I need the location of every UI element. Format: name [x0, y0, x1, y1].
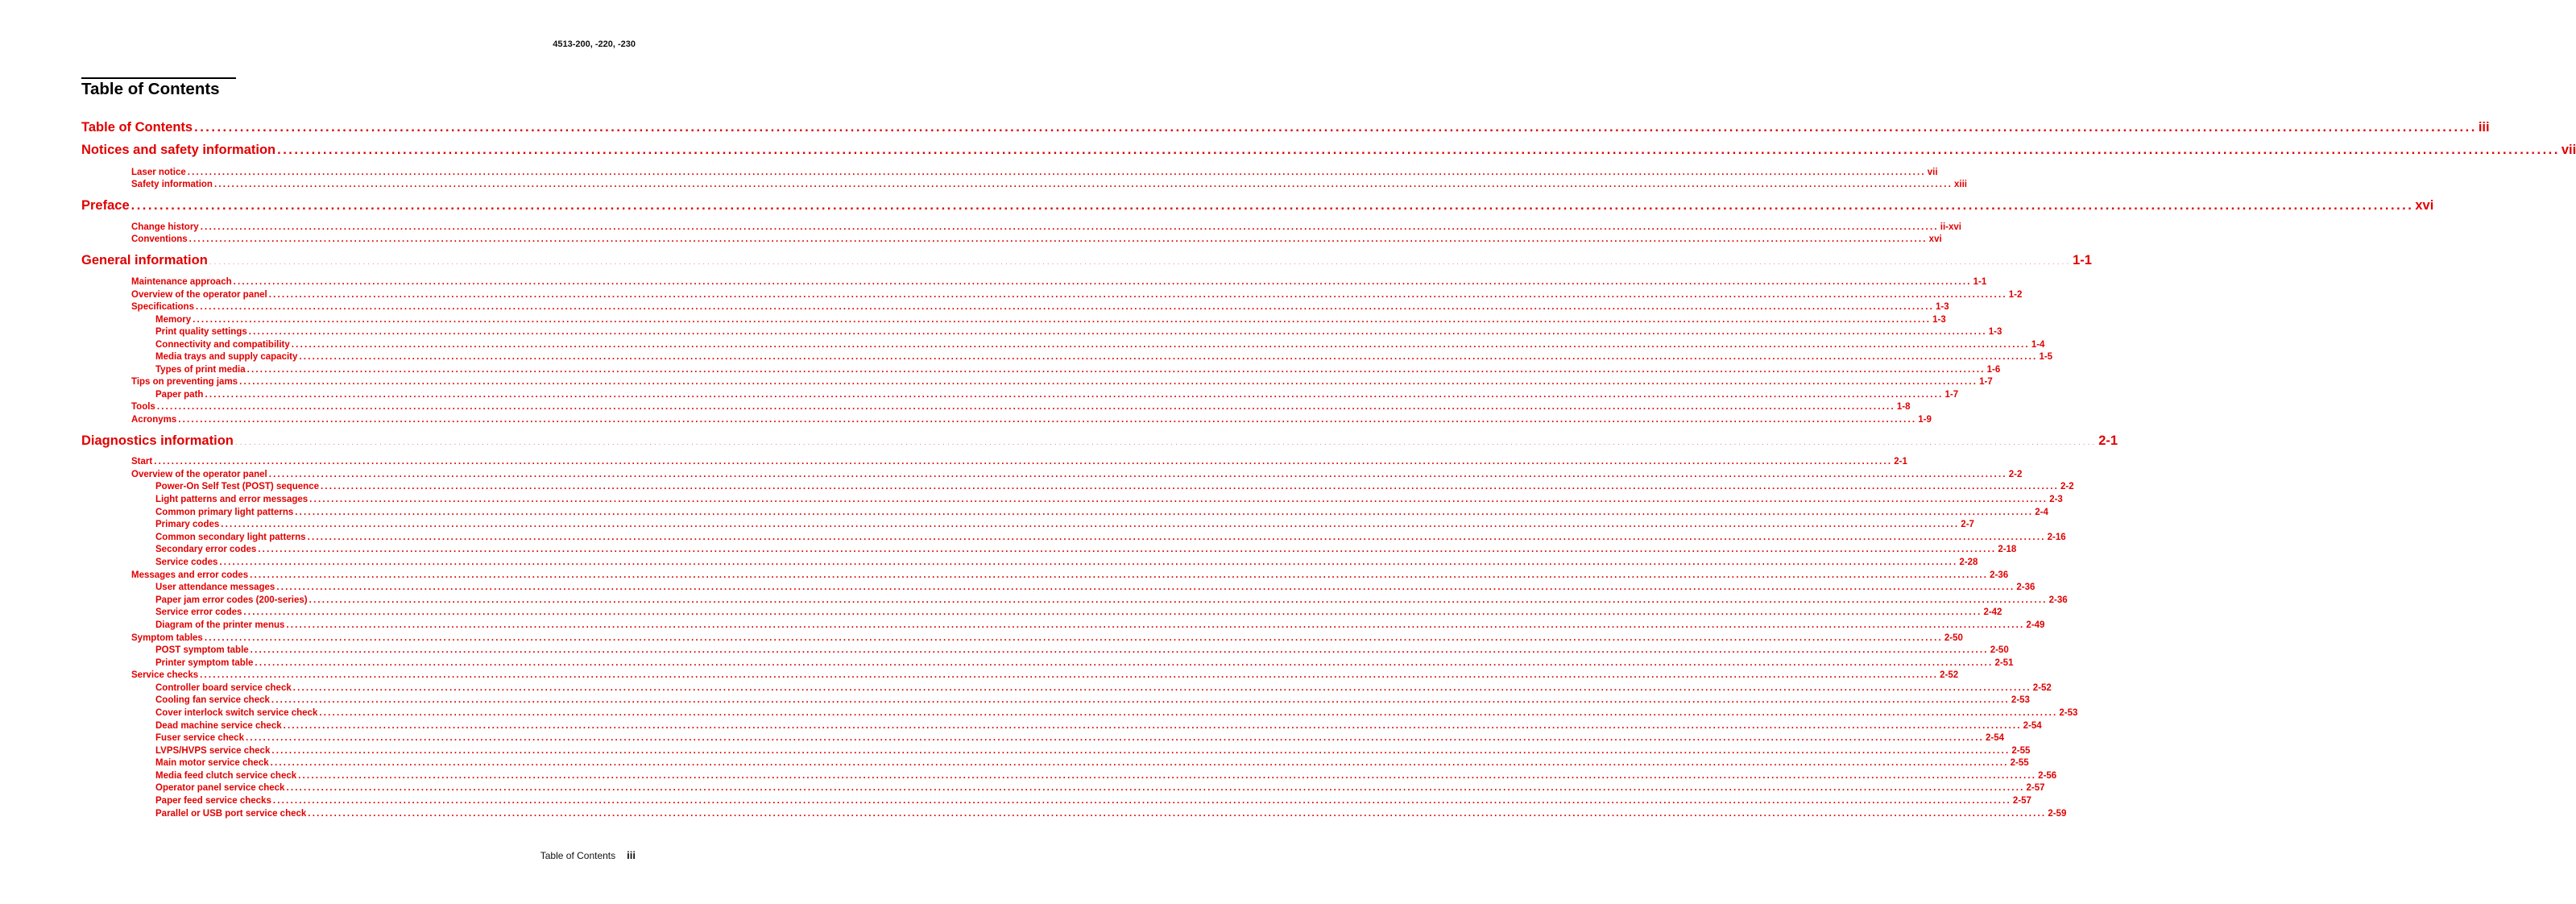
toc-subsection-entry[interactable] — [155, 583, 2036, 595]
toc-entry-page: 1-3 — [1936, 302, 1949, 312]
toc-entry-title: Cover interlock switch service check — [155, 708, 318, 718]
toc-dot-leader: ................................................................................................................................................................................................................................................................................................................................................................................................................ — [246, 365, 1986, 375]
toc-dot-leader: ................................................................................................................................................................................................................................................................................................................................................................................................................ — [234, 438, 2098, 447]
toc-entry-page: 2-36 — [2016, 583, 2036, 592]
toc-subsection-entry[interactable] — [155, 708, 2078, 720]
toc-entry-page: 2-54 — [2023, 721, 2042, 731]
toc-subsection-entry[interactable] — [155, 645, 2009, 657]
toc-dot-leader: ................................................................................................................................................................................................................................................................................................................................................................................................................ — [221, 520, 1960, 529]
toc-entry-page: iii — [2478, 120, 2490, 135]
toc-dot-leader: ................................................................................................................................................................................................................................................................................................................................................................................................................ — [308, 809, 2047, 819]
toc-entry-title: General information — [81, 253, 208, 267]
toc-subsection-entry[interactable] — [155, 783, 2045, 795]
toc-entry-title: Service checks — [131, 670, 199, 680]
toc-subsection-entry[interactable] — [155, 771, 2057, 783]
toc-dot-leader: ................................................................................................................................................................................................................................................................................................................................................................................................................ — [272, 796, 2011, 806]
toc-entry-page: xiii — [1954, 180, 1967, 189]
toc-entry-title: Messages and error codes — [131, 570, 249, 580]
toc-dot-leader: ................................................................................................................................................................................................................................................................................................................................................................................................................ — [200, 222, 1939, 232]
toc-entry-title: Printer symptom table — [155, 658, 254, 668]
toc-dot-leader: ................................................................................................................................................................................................................................................................................................................................................................................................................ — [156, 402, 1895, 412]
toc-entry-title: Overview of the operator panel — [131, 470, 267, 479]
toc-entry-page: 1-6 — [1986, 365, 2001, 375]
toc-dot-leader: ................................................................................................................................................................................................................................................................................................................................................................................................................ — [187, 168, 1926, 177]
toc-entry-page: xvi — [1928, 234, 1942, 244]
toc-entry-page: 1-8 — [1896, 402, 1911, 412]
toc-entry-page: 1-5 — [2039, 352, 2053, 362]
toc-section-entry[interactable] — [131, 633, 1963, 645]
toc-entry-page: 2-1 — [1894, 457, 1907, 467]
page-title: Table of Contents — [81, 77, 236, 100]
toc-subsection-entry[interactable] — [155, 746, 2031, 758]
toc-entry-title: Types of print media — [155, 365, 246, 375]
toc-subsection-entry[interactable] — [155, 695, 2030, 707]
toc-dot-leader: ................................................................................................................................................................................................................................................................................................................................................................................................................ — [271, 746, 2011, 756]
toc-dot-leader: ................................................................................................................................................................................................................................................................................................................................................................................................................ — [205, 390, 1944, 400]
toc-entry-page: 2-54 — [1986, 733, 2005, 743]
toc-dot-leader: ................................................................................................................................................................................................................................................................................................................................................................................................................ — [130, 198, 2414, 213]
toc-entry-title: Paper jam error codes (200-series) — [155, 595, 308, 605]
toc-subsection-entry[interactable] — [155, 315, 1946, 327]
toc-entry-page: 1-7 — [1979, 377, 1993, 387]
toc-dot-leader: ................................................................................................................................................................................................................................................................................................................................................................................................................ — [276, 583, 2015, 592]
toc-entry-page: 1-1 — [2073, 253, 2092, 267]
toc-subsection-entry[interactable] — [155, 620, 2045, 632]
toc-entry-page: 2-18 — [1998, 545, 2017, 554]
toc-subsection-entry[interactable] — [155, 545, 2017, 557]
toc-entry-page: 2-53 — [2011, 695, 2030, 705]
toc-dot-leader: ................................................................................................................................................................................................................................................................................................................................................................................................................ — [248, 327, 1987, 337]
toc-entry-title: Laser notice — [131, 168, 186, 177]
page-footer — [540, 849, 636, 861]
toc-section-entry[interactable] — [131, 168, 1938, 180]
toc-dot-leader: ................................................................................................................................................................................................................................................................................................................................................................................................................ — [268, 290, 2007, 300]
toc-entry-page: 2-4 — [2035, 508, 2048, 517]
toc-dot-leader: ................................................................................................................................................................................................................................................................................................................................................................................................................ — [193, 315, 1932, 325]
toc-subsection-entry[interactable] — [155, 733, 2005, 745]
toc-entry-title: Dead machine service check — [155, 721, 282, 731]
toc-dot-leader: ................................................................................................................................................................................................................................................................................................................................................................................................................ — [258, 545, 1997, 554]
toc-dot-leader: ................................................................................................................................................................................................................................................................................................................................................................................................................ — [243, 608, 1982, 617]
toc-dot-leader: ................................................................................................................................................................................................................................................................................................................................................................................................................ — [277, 143, 2560, 157]
toc-section-entry[interactable] — [131, 457, 1907, 469]
toc-dot-leader: ................................................................................................................................................................................................................................................................................................................................................................................................................ — [286, 783, 2025, 793]
toc-chapter-entry[interactable] — [81, 253, 2092, 271]
toc-subsection-entry[interactable] — [155, 796, 2031, 808]
toc-entry-page: 1-9 — [1918, 415, 1932, 425]
toc-entry-title: Cooling fan service check — [155, 695, 270, 705]
toc-dot-leader: ................................................................................................................................................................................................................................................................................................................................................................................................................ — [268, 470, 2007, 479]
toc-entry-title: Light patterns and error messages — [155, 495, 309, 504]
toc-entry-page: 2-57 — [2026, 783, 2045, 793]
toc-entry-page: 1-4 — [2031, 340, 2045, 350]
toc-entry-page: 1-2 — [2008, 290, 2023, 300]
toc-dot-leader: ................................................................................................................................................................................................................................................................................................................................................................................................................ — [298, 771, 2037, 781]
toc-entry-title: Common secondary light patterns — [155, 533, 306, 542]
toc-entry-page: 2-42 — [1983, 608, 2002, 617]
toc-subsection-entry[interactable] — [155, 758, 2029, 770]
toc-section-entry[interactable] — [131, 290, 2023, 302]
toc-entry-title: Table of Contents — [81, 120, 193, 135]
toc-subsection-entry[interactable] — [155, 683, 2052, 695]
toc-dot-leader: ................................................................................................................................................................................................................................................................................................................................................................................................................ — [250, 570, 1989, 580]
toc-entry-title: Primary codes — [155, 520, 220, 529]
toc-entry-title: Specifications — [131, 302, 194, 312]
toc-dot-leader: ................................................................................................................................................................................................................................................................................................................................................................................................................ — [319, 708, 2058, 718]
toc-subsection-entry[interactable] — [155, 327, 2002, 339]
toc-section-entry[interactable] — [131, 180, 1967, 192]
toc-entry-title: Diagnostics information — [81, 433, 234, 448]
toc-entry-page: 2-36 — [1990, 570, 2009, 580]
toc-dot-leader: ................................................................................................................................................................................................................................................................................................................................................................................................................ — [194, 120, 2477, 135]
toc-dot-leader: ................................................................................................................................................................................................................................................................................................................................................................................................................ — [204, 633, 1943, 643]
toc-entry-title: Symptom tables — [131, 633, 203, 643]
toc-dot-leader: ................................................................................................................................................................................................................................................................................................................................................................................................................ — [286, 620, 2025, 630]
toc-entry-title: Safety information — [131, 180, 213, 189]
toc-subsection-entry[interactable] — [155, 558, 1978, 570]
toc-entry-page: 2-2 — [2008, 470, 2023, 479]
toc-entry-title: Fuser service check — [155, 733, 244, 743]
toc-entry-page: xvi — [2415, 198, 2434, 213]
toc-dot-leader: ................................................................................................................................................................................................................................................................................................................................................................................................................ — [245, 733, 1984, 743]
document-code: 4513-200, -220, -230 — [553, 39, 636, 49]
toc-section-entry[interactable] — [131, 222, 1961, 234]
footer-label: Table of Contents — [540, 850, 616, 861]
toc-dot-leader: ................................................................................................................................................................................................................................................................................................................................................................................................................ — [299, 352, 2038, 362]
toc-entry-title: Start — [131, 457, 153, 467]
toc-entry-page: 1-1 — [1973, 277, 1987, 287]
toc-entry-title: Memory — [155, 315, 192, 325]
toc-section-entry[interactable] — [131, 570, 2009, 583]
toc-dot-leader: ................................................................................................................................................................................................................................................................................................................................................................................................................ — [309, 495, 2048, 504]
toc-dot-leader: ................................................................................................................................................................................................................................................................................................................................................................................................................ — [283, 721, 2022, 731]
toc-entry-title: Controller board service check — [155, 683, 292, 693]
toc-dot-leader: ................................................................................................................................................................................................................................................................................................................................................................................................................ — [291, 340, 2030, 350]
toc-entry-page: 2-1 — [2098, 433, 2118, 448]
toc-entry-title: Acronyms — [131, 415, 177, 425]
toc-subsection-entry[interactable] — [155, 340, 2045, 352]
toc-entry-page: 2-3 — [2049, 495, 2063, 504]
toc-entry-title: Main motor service check — [155, 758, 269, 768]
toc-subsection-entry[interactable] — [155, 390, 1959, 402]
toc-chapter-entry[interactable] — [81, 198, 2434, 216]
toc-dot-leader: ................................................................................................................................................................................................................................................................................................................................................................................................................ — [209, 258, 2072, 267]
toc-entry-page: 2-50 — [1944, 633, 1963, 643]
toc-chapter-entry[interactable] — [81, 120, 2490, 138]
toc-entry-page: 1-3 — [1932, 315, 1946, 325]
toc-entry-page: 2-52 — [2032, 683, 2052, 693]
toc-entry-title: Paper feed service checks — [155, 796, 271, 806]
toc-entry-title: Paper path — [155, 390, 204, 400]
toc-dot-leader: ................................................................................................................................................................................................................................................................................................................................................................................................................ — [219, 558, 1958, 567]
toc-dot-leader: ................................................................................................................................................................................................................................................................................................................................................................................................................ — [178, 415, 1917, 425]
toc-chapter-entry[interactable] — [81, 143, 2576, 160]
toc-entry-page: 2-57 — [2012, 796, 2031, 806]
toc-entry-title: Service error codes — [155, 608, 242, 617]
toc-subsection-entry[interactable] — [155, 658, 2014, 670]
toc-entry-title: Preface — [81, 198, 130, 213]
toc-section-entry[interactable] — [131, 277, 1987, 289]
toc-dot-leader: ................................................................................................................................................................................................................................................................................................................................................................................................................ — [213, 180, 1953, 189]
toc-subsection-entry[interactable] — [155, 721, 2042, 733]
toc-entry-page: 2-51 — [1994, 658, 2014, 668]
toc-dot-leader: ................................................................................................................................................................................................................................................................................................................................................................................................................ — [154, 457, 1893, 467]
toc-dot-leader: ................................................................................................................................................................................................................................................................................................................................................................................................................ — [307, 533, 2046, 542]
toc-subsection-entry[interactable] — [155, 482, 2074, 494]
footer-page-number: iii — [627, 849, 636, 861]
toc-entry-page: 2-36 — [2048, 595, 2068, 605]
toc-section-entry[interactable] — [131, 234, 1942, 247]
toc-subsection-entry[interactable] — [155, 533, 2066, 545]
toc-entry-title: Service codes — [155, 558, 218, 567]
toc-section-entry[interactable] — [131, 470, 2023, 482]
toc-entry-title: Secondary error codes — [155, 545, 257, 554]
toc-section-entry[interactable] — [131, 302, 1949, 314]
toc-dot-leader: ................................................................................................................................................................................................................................................................................................................................................................................................................ — [195, 302, 1934, 312]
toc-entry-title: LVPS/HVPS service check — [155, 746, 271, 756]
toc-entry-title: Print quality settings — [155, 327, 247, 337]
toc-dot-leader: ................................................................................................................................................................................................................................................................................................................................................................................................................ — [270, 758, 2009, 768]
toc-entry-page: 2-49 — [2026, 620, 2045, 630]
toc-entry-title: Maintenance approach — [131, 277, 232, 287]
toc-dot-leader: ................................................................................................................................................................................................................................................................................................................................................................................................................ — [233, 277, 1972, 287]
toc-subsection-entry[interactable] — [155, 365, 2001, 377]
toc-entry-title: Operator panel service check — [155, 783, 285, 793]
toc-entry-page: 2-55 — [2011, 746, 2031, 756]
toc-section-entry[interactable] — [131, 415, 1932, 427]
toc-section-entry[interactable] — [131, 377, 1993, 389]
toc-dot-leader: ................................................................................................................................................................................................................................................................................................................................................................................................................ — [271, 695, 2010, 705]
toc-entry-title: POST symptom table — [155, 645, 249, 655]
toc-entry-title: Power-On Self Test (POST) sequence — [155, 482, 319, 491]
toc-entry-page: 2-55 — [2010, 758, 2029, 768]
toc-entry-title: Connectivity and compatibility — [155, 340, 290, 350]
toc-entry-title: Common primary light patterns — [155, 508, 294, 517]
toc-subsection-entry[interactable] — [155, 520, 1974, 532]
toc-entry-title: Parallel or USB port service check — [155, 809, 307, 819]
toc-chapter-entry[interactable] — [81, 433, 2118, 451]
toc-entry-page: 2-59 — [2048, 809, 2067, 819]
toc-entry-title: Change history — [131, 222, 199, 232]
toc-dot-leader: ................................................................................................................................................................................................................................................................................................................................................................................................................ — [200, 670, 1939, 680]
toc-entry-page: 2-7 — [1961, 520, 1974, 529]
toc-subsection-entry[interactable] — [155, 595, 2068, 608]
toc-entry-title: Overview of the operator panel — [131, 290, 267, 300]
toc-subsection-entry[interactable] — [155, 809, 2067, 821]
toc-subsection-entry[interactable] — [155, 495, 2063, 507]
toc-entry-page: 2-56 — [2038, 771, 2057, 781]
toc-entry-page: 2-53 — [2059, 708, 2078, 718]
toc-dot-leader: ................................................................................................................................................................................................................................................................................................................................................................................................................ — [250, 645, 1989, 655]
toc-entry-title: Tips on preventing jams — [131, 377, 238, 387]
toc-entry-title: Diagram of the printer menus — [155, 620, 285, 630]
toc-dot-leader: ................................................................................................................................................................................................................................................................................................................................................................................................................ — [321, 482, 2060, 491]
toc-dot-leader: ................................................................................................................................................................................................................................................................................................................................................................................................................ — [295, 508, 2034, 517]
toc-dot-leader: ................................................................................................................................................................................................................................................................................................................................................................................................................ — [239, 377, 1978, 387]
toc-subsection-entry[interactable] — [155, 352, 2053, 364]
toc-entry-title: User attendance messages — [155, 583, 275, 592]
toc-entry-title: Media trays and supply capacity — [155, 352, 298, 362]
toc-entry-page: vii — [2561, 143, 2576, 157]
toc-section-entry[interactable] — [131, 670, 1959, 682]
toc-entry-page: ii-xvi — [1940, 222, 1961, 232]
toc-entry-title: Media feed clutch service check — [155, 771, 297, 781]
toc-entry-title: Tools — [131, 402, 155, 412]
toc-entry-page: 1-3 — [1988, 327, 2002, 337]
toc-entry-title: Notices and safety information — [81, 143, 276, 157]
toc-entry-title: Conventions — [131, 234, 188, 244]
toc-entry-page: 2-28 — [1959, 558, 1978, 567]
toc-entry-page: 2-50 — [1990, 645, 2009, 655]
toc-dot-leader: ................................................................................................................................................................................................................................................................................................................................................................................................................ — [292, 683, 2031, 693]
toc-entry-page: vii — [1927, 168, 1938, 177]
toc-dot-leader: ................................................................................................................................................................................................................................................................................................................................................................................................................ — [188, 234, 1928, 244]
toc-entry-page: 2-2 — [2060, 482, 2074, 491]
toc-entry-page: 2-16 — [2047, 533, 2066, 542]
toc-dot-leader: ................................................................................................................................................................................................................................................................................................................................................................................................................ — [309, 595, 2048, 605]
toc-subsection-entry[interactable] — [155, 608, 2002, 620]
toc-entry-page: 2-52 — [1940, 670, 1959, 680]
toc-dot-leader: ................................................................................................................................................................................................................................................................................................................................................................................................................ — [255, 658, 1994, 668]
toc-section-entry[interactable] — [131, 402, 1911, 414]
toc-entry-page: 1-7 — [1944, 390, 1959, 400]
toc-subsection-entry[interactable] — [155, 508, 2048, 520]
